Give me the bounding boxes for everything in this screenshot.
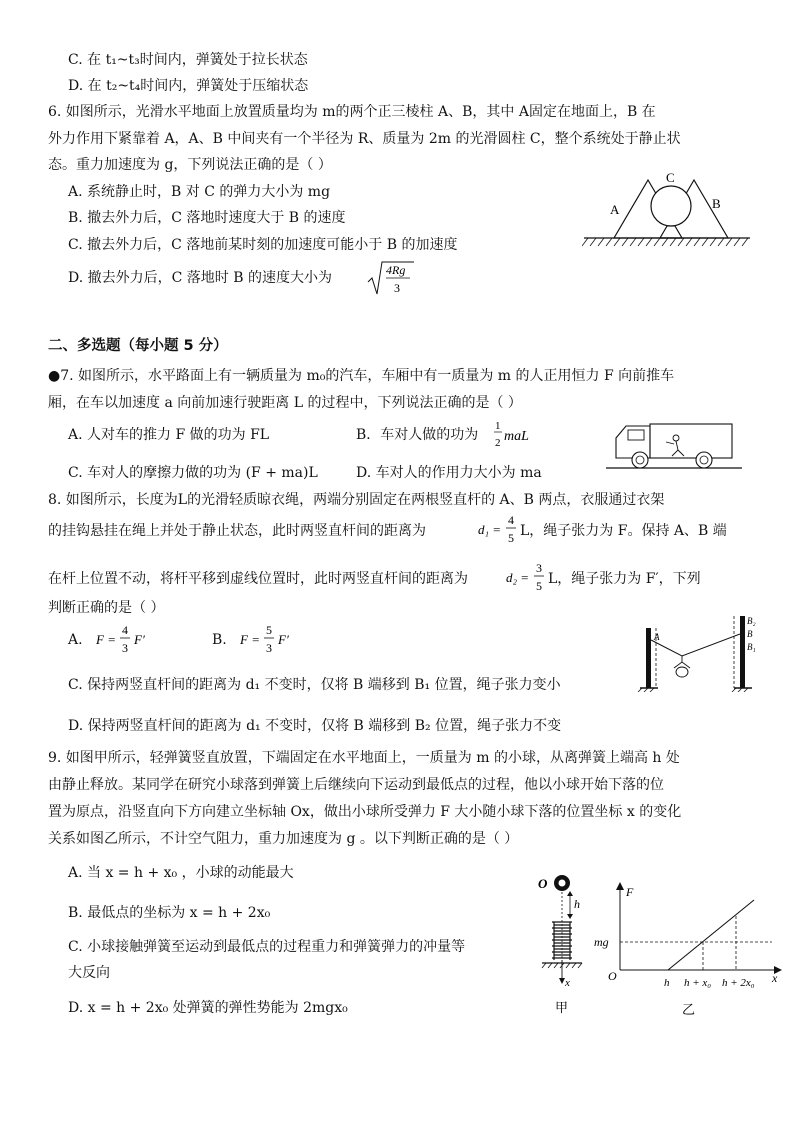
q9-yi-tick-h: h (664, 977, 670, 989)
q7-stem-line1: ●7. 如图所示，水平路面上有一辆质量为 m₀的汽车，车厢中有一质量为 m 的人正用恒力 F 向前推车 (48, 368, 675, 384)
q7-option-b: B．车对人做的功为 (356, 427, 479, 443)
q5-option-c: C. 在 t₁~t₃时间内，弹簧处于拉长状态 (68, 52, 308, 68)
q7-b-den: 2 (495, 437, 501, 449)
cylinder-c (651, 186, 691, 226)
q6-option-d-sqrt (366, 258, 416, 298)
q8-stem-line2b: L，绳子张力为 F。保持 A、B 端 (520, 523, 727, 539)
q9-figure-yi (592, 876, 784, 1022)
pole-left (646, 628, 651, 688)
q8-label-b1: B₁ (747, 642, 756, 652)
q8-stem-line3a: 在杆上位置不动，将杆平移到虚线位置时，此时两竖直杆间的距离为 (48, 571, 468, 587)
q9-yi-label-f: F (626, 885, 634, 899)
q6-option-a: A. 系统静止时，B 对 C 的弹力大小为 mg (68, 184, 331, 200)
q8-b-den: 3 (266, 641, 272, 655)
q7-b-tail: maL (504, 429, 529, 444)
q8-stem-line4: 判断正确的是（ ） (48, 600, 165, 616)
force-line (668, 900, 754, 970)
q8-option-b-formula (238, 618, 308, 662)
rope (651, 634, 740, 656)
q9-option-c-line1: C. 小球接触弹簧至运动到最低点的过程重力和弹簧弹力的冲量等 (68, 939, 466, 955)
pole-right (740, 616, 745, 688)
q6-sqrt-denominator: 3 (394, 281, 400, 295)
q9-yi-label-o: O (608, 969, 617, 983)
q8-a-lhs: F = (96, 632, 116, 647)
q8-d1-num: 4 (508, 513, 514, 527)
q8-b-num: 5 (266, 623, 272, 637)
q9-yi-caption: 乙 (682, 1002, 696, 1017)
q7-option-d: D. 车对人的作用力大小为 ma (356, 465, 542, 481)
q6-label-c: C (666, 170, 675, 185)
section-title: 二、多选题（每小题 5 分） (48, 338, 228, 354)
q7-stem-line2: 厢，在车以加速度 a 向前加速行驶距离 L 的过程中，下列说法正确的是（ ） (48, 395, 522, 411)
q6-stem-line2: 外力作用下紧靠着 A，A、B 中间夹有一个半径为 R、质量为 2m 的光滑圆柱 C，整个系统处于静止状 (48, 131, 681, 147)
q9-option-d: D. x = h + 2x₀ 处弹簧的弹性势能为 2mgx₀ (68, 1000, 348, 1016)
q6-sqrt-numerator: 4Rg (386, 263, 406, 277)
q8-b-lhs: F = (240, 632, 260, 647)
q9-option-b: B. 最低点的坐标为 x = h + 2x₀ (68, 905, 271, 921)
q9-option-c-line2: 大反向 (68, 965, 110, 981)
q8-stem-line2a: 的挂钩悬挂在绳上并处于静止状态，此时两竖直杆间的距离为 (48, 523, 426, 539)
q6-option-d: D. 撤去外力后，C 落地时 B 的速度大小为 (68, 270, 332, 286)
q8-d2-den: 5 (536, 579, 542, 593)
q9-stem-line1: 9. 如图甲所示，轻弹簧竖直放置，下端固定在水平地面上，一质量为 m 的小球，从离弹簧上端高 h 处 (48, 750, 680, 766)
q8-option-b-label: B. (212, 632, 227, 648)
q8-option-c: C. 保持两竖直杆间的距离为 d₁ 不变时，仅将 B 端移到 B₁ 位置，绳子张力变小 (68, 677, 561, 693)
q8-figure-clothesline (636, 612, 776, 692)
q6-label-a: A (610, 202, 620, 217)
q8-stem-line1: 8. 如图所示，长度为L的光滑轻质晾衣绳，两端分别固定在两根竖直杆的 A、B 两点，衣服通过衣架 (48, 492, 665, 508)
q8-a-den: 3 (122, 641, 128, 655)
q8-d2-num: 3 (536, 561, 542, 575)
q8-label-a: A (654, 632, 660, 642)
q9-stem-line2: 由静止释放。某同学在研究小球落到弹簧上后继续向下运动到最低点的过程，他以小球开始下落的位 (48, 777, 664, 793)
q7-option-c: C. 车对人的摩擦力做的功为 (F + ma)L (68, 465, 318, 481)
q9-jia-label-o: O (538, 876, 548, 891)
q9-stem-line3: 置为原点，沿竖直向下方向建立坐标轴 Ox，做出小球所受弹力 F 大小随小球下落的位置坐标 x 的变化 (48, 804, 682, 820)
q8-option-d: D. 保持两竖直杆间的距离为 d₁ 不变时，仅将 B 端移到 B₂ 位置，绳子张力不变 (68, 718, 562, 734)
q6-label-b: B (712, 196, 721, 211)
q9-yi-label-mg: mg (594, 935, 609, 949)
q8-a-rhs: F′ (134, 632, 145, 647)
q7-b-num: 1 (495, 420, 501, 432)
q9-option-a: A. 当 x = h + x₀ ，小球的动能最大 (68, 865, 294, 881)
q8-label-b: B (747, 629, 753, 639)
q6-option-c: C. 撤去外力后，C 落地前某时刻的加速度可能小于 B 的加速度 (68, 237, 458, 253)
q6-stem-line1: 6. 如图所示，光滑水平地面上放置质量均为 m的两个正三棱柱 A、B，其中 A固定在地面上，B 在 (48, 104, 656, 120)
q9-yi-tick-h-2x0: h + 2x₀ (722, 977, 755, 989)
q6-option-b: B. 撤去外力后，C 落地时速度大于 B 的速度 (68, 210, 346, 226)
q9-yi-label-x: x (772, 971, 778, 985)
q9-jia-label-x: x (565, 977, 570, 989)
q8-b-rhs: F′ (278, 632, 289, 647)
q7-figure-truck (604, 416, 744, 472)
q7-option-a: A. 人对车的推力 F 做的功为 FL (68, 427, 270, 443)
q6-stem-line3: 态。重力加速度为 g，下列说法正确的是（ ） (48, 157, 332, 173)
q9-stem-line4: 关系如图乙所示，不计空气阻力，重力加速度为 g 。以下判断正确的是（ ） (48, 831, 519, 847)
q8-stem-line3b: L，绳子张力为 F′，下列 (548, 571, 701, 587)
q8-a-num: 4 (122, 623, 128, 637)
q7-option-b-fraction (494, 418, 542, 454)
q8-option-a-label: A. (68, 632, 83, 648)
q9-yi-tick-h-x0: h + x₀ (684, 977, 712, 989)
q5-option-d: D. 在 t₂~t₄时间内，弹簧处于压缩状态 (68, 78, 309, 94)
q9-jia-label-h: h (574, 897, 580, 911)
q8-option-a-formula (94, 618, 164, 662)
q8-d1-lhs: d₁ = (478, 522, 502, 537)
q8-d1-den: 5 (508, 531, 514, 545)
q6-figure-prisms (582, 168, 752, 254)
q8-d2-lhs: d₂ = (506, 570, 530, 585)
q8-label-b2: B₂ (747, 616, 756, 626)
q9-jia-caption: 甲 (555, 1000, 569, 1015)
